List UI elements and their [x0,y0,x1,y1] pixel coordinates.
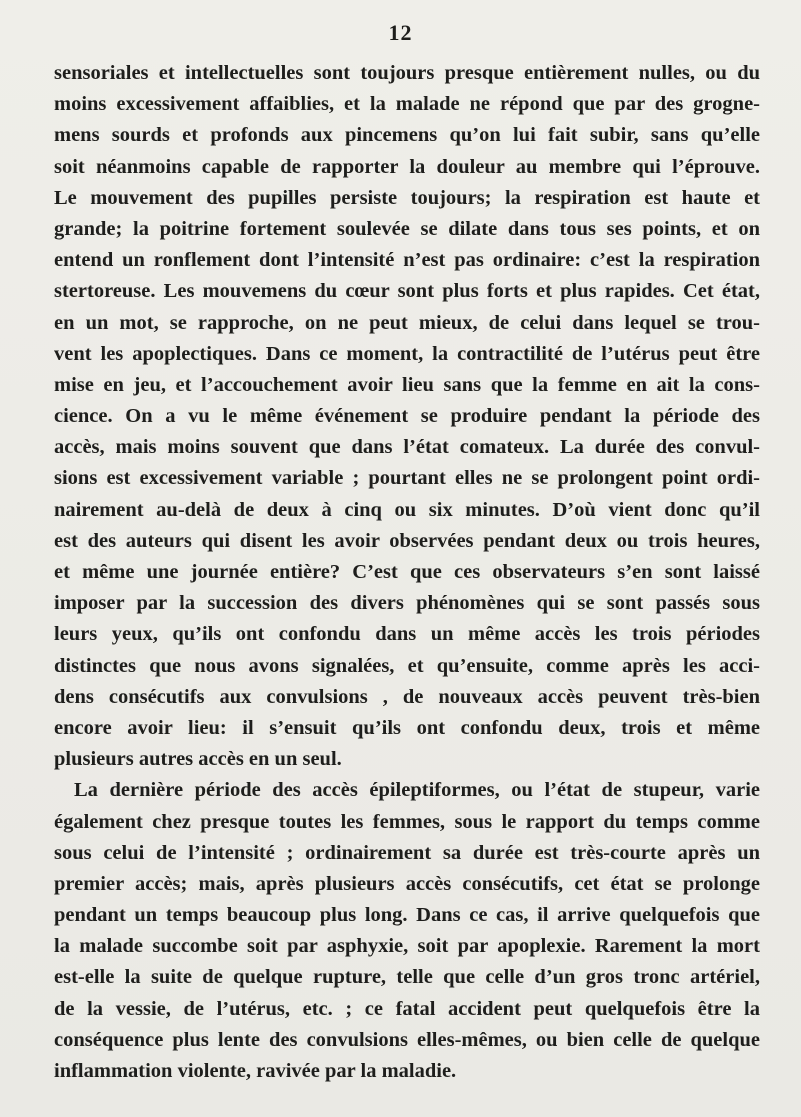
text-line: entend un ronflement dont l’intensité n’est pas ordinaire: c’est la respiration [54,249,760,272]
text-line: mens sourds et profonds aux pincemens qu’on lui fait subir, sans qu’elle [54,124,760,147]
body-text [54,58,760,1087]
text-line: Le mouvement des pupilles persiste toujours; la respiration est haute et [54,186,760,209]
text-line: également chez presque toutes les femmes, sous le rapport du temps comme [54,810,760,833]
paragraph-start-line: La dernière période des accès épileptiformes, ou l’état de stupeur, varie [74,779,760,802]
text-line: la malade succombe soit par asphyxie, soit par apoplexie. Rarement la mort [54,935,760,958]
paragraph-end-line: plusieurs autres accès en un seul. [54,748,342,771]
text-line: est des auteurs qui disent les avoir observées pendant deux ou trois heures, [54,529,760,552]
text-line: distinctes que nous avons signalées, et qu’ensuite, comme après les acci- [54,654,760,677]
text-line: sous celui de l’intensité ; ordinairement sa durée est très-courte après un [54,841,760,864]
text-line: est-elle la suite de quelque rupture, telle que celle d’un gros tronc artériel, [54,966,760,989]
text-line: conséquence plus lente des convulsions elles-mêmes, ou bien celle de quelque [54,1028,760,1051]
text-line: vent les apoplectiques. Dans ce moment, la contractilité de l’utérus peut être [54,342,760,365]
text-line: mise en jeu, et l’accouchement avoir lieu sans que la femme en ait la cons- [54,373,760,396]
text-line: cience. On a vu le même événement se produire pendant la période des [54,405,760,428]
text-line: grande; la poitrine fortement soulevée se dilate dans tous ses points, et on [54,217,760,240]
text-line: imposer par la succession des divers phénomènes qui se sont passés sous [54,592,760,615]
text-line: accès, mais moins souvent que dans l’état comateux. La durée des convul- [54,436,760,459]
text-line: encore avoir lieu: il s’ensuit qu’ils ont confondu deux, trois et même [54,716,760,739]
text-line: et même une journée entière? C’est que ces observateurs s’en sont laissé [54,561,760,583]
text-line: leurs yeux, qu’ils ont confondu dans un même accès les trois périodes [54,623,760,646]
paragraph-end-line: inflammation violente, ravivée par la maladie. [54,1060,457,1082]
text-line: stertoreuse. Les mouvemens du cœur sont plus forts et plus rapides. Cet état, [54,280,760,303]
text-line: nairement au-delà de deux à cinq ou six minutes. D’où vient donc qu’il [54,498,760,521]
text-line: en un mot, se rapproche, on ne peut mieux, de celui dans lequel se trou- [54,311,760,334]
text-line: dens consécutifs aux convulsions , de nouveaux accès peuvent très-bien [54,685,760,708]
text-line: pendant un temps beaucoup plus long. Dans ce cas, il arrive quelquefois que [54,904,760,927]
text-line: sions est excessivement variable ; pourtant elles ne se prolongent point ordi- [54,467,760,490]
text-line: soit néanmoins capable de rapporter la douleur au membre qui l’éprouve. [54,155,760,178]
page-number: 12 [388,20,413,45]
text-line: premier accès; mais, après plusieurs accès consécutifs, cet état se prolonge [54,872,760,895]
text-line: moins excessivement affaiblies, et la malade ne répond que par des grogne- [54,93,760,116]
text-line: de la vessie, de l’utérus, etc. ; ce fatal accident peut quelquefois être la [54,997,760,1020]
text-line: sensoriales et intellectuelles sont toujours presque entièrement nulles, ou du [54,62,760,84]
